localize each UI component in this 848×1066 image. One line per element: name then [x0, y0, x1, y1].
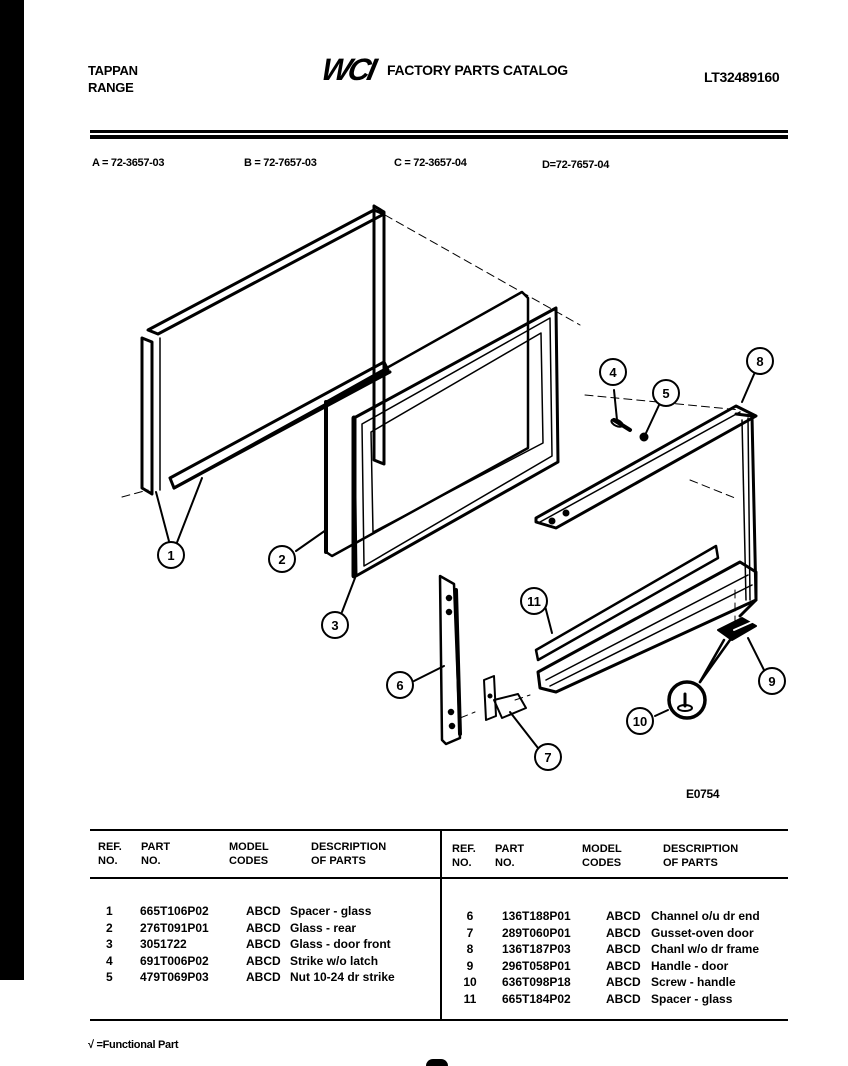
- right-part-column: 136T188P01 289T060P01 136T187P03 296T058P01 636T098P18 665T184P02: [502, 909, 571, 1006]
- header-ref-no-right: REF. NO.: [452, 843, 476, 869]
- table-column-divider: [440, 829, 442, 1019]
- page-number-fragment: [426, 1059, 448, 1066]
- left-ref-column: 1 2 3 4 5: [106, 904, 113, 984]
- functional-part-legend: √ =Functional Part: [88, 1039, 179, 1051]
- right-codes-column: ABCD ABCD ABCD ABCD ABCD ABCD: [606, 909, 641, 1006]
- part-11-spacer-glass: [536, 546, 718, 660]
- svg-text:1: 1: [167, 548, 175, 563]
- model-d: D=72-7657-04: [542, 159, 610, 171]
- part-7-gusset-oven-door: [484, 676, 526, 720]
- header-description: DESCRIPTION OF PARTS: [311, 841, 387, 867]
- svg-text:8: 8: [756, 354, 764, 369]
- table-header-rule: [90, 877, 788, 879]
- svg-text:10: 10: [632, 714, 648, 729]
- svg-text:4: 4: [609, 365, 617, 380]
- brand-line-1: TAPPAN: [88, 63, 138, 78]
- model-c: C = 72-3657-04: [394, 157, 467, 169]
- header-description-right: DESCRIPTION OF PARTS: [663, 843, 739, 869]
- header-ref-no: REF. NO.: [98, 841, 122, 867]
- part-9-handle: [718, 618, 756, 640]
- left-codes-column: ABCD ABCD ABCD ABCD ABCD: [246, 904, 281, 984]
- svg-text:2: 2: [278, 552, 286, 567]
- right-desc-column: Channel o/u dr end Gusset-oven door Chanl w/o dr frame Handle - door Screw - handle Spacer - glass: [651, 909, 760, 1006]
- diagram-code: E0754: [686, 787, 720, 801]
- header-model-codes-right: MODEL CODES: [582, 843, 622, 869]
- header-model-codes: MODEL CODES: [229, 841, 269, 867]
- brand-line-2: RANGE: [88, 80, 134, 95]
- left-part-column: 665T106P02 276T091P01 3051722 691T006P02 479T069P03: [140, 904, 209, 984]
- catalog-title: FACTORY PARTS CATALOG: [387, 62, 568, 78]
- svg-text:9: 9: [768, 674, 776, 689]
- right-ref-column: 6 7 8 9 10 11: [463, 909, 477, 1006]
- svg-text:5: 5: [662, 386, 670, 401]
- wci-logo: WCI: [318, 52, 378, 87]
- document-id: LT32489160: [704, 69, 780, 85]
- part-6-channel-end: [440, 576, 460, 744]
- part-4-strike: [610, 390, 630, 430]
- table-bottom-rule: [90, 1019, 788, 1021]
- model-b: B = 72-7657-03: [244, 157, 317, 169]
- model-a: A = 72-3657-03: [92, 157, 165, 169]
- svg-text:7: 7: [544, 750, 552, 765]
- header-part-no: PART NO.: [141, 841, 171, 867]
- svg-text:3: 3: [331, 618, 339, 633]
- table-top-rule: [90, 829, 788, 831]
- svg-text:11: 11: [527, 594, 541, 609]
- svg-text:6: 6: [396, 678, 404, 693]
- header-part-no-right: PART NO.: [495, 843, 525, 869]
- left-desc-column: Spacer - glass Glass - rear Glass - door front Strike w/o latch Nut 10-24 dr strike: [290, 904, 395, 984]
